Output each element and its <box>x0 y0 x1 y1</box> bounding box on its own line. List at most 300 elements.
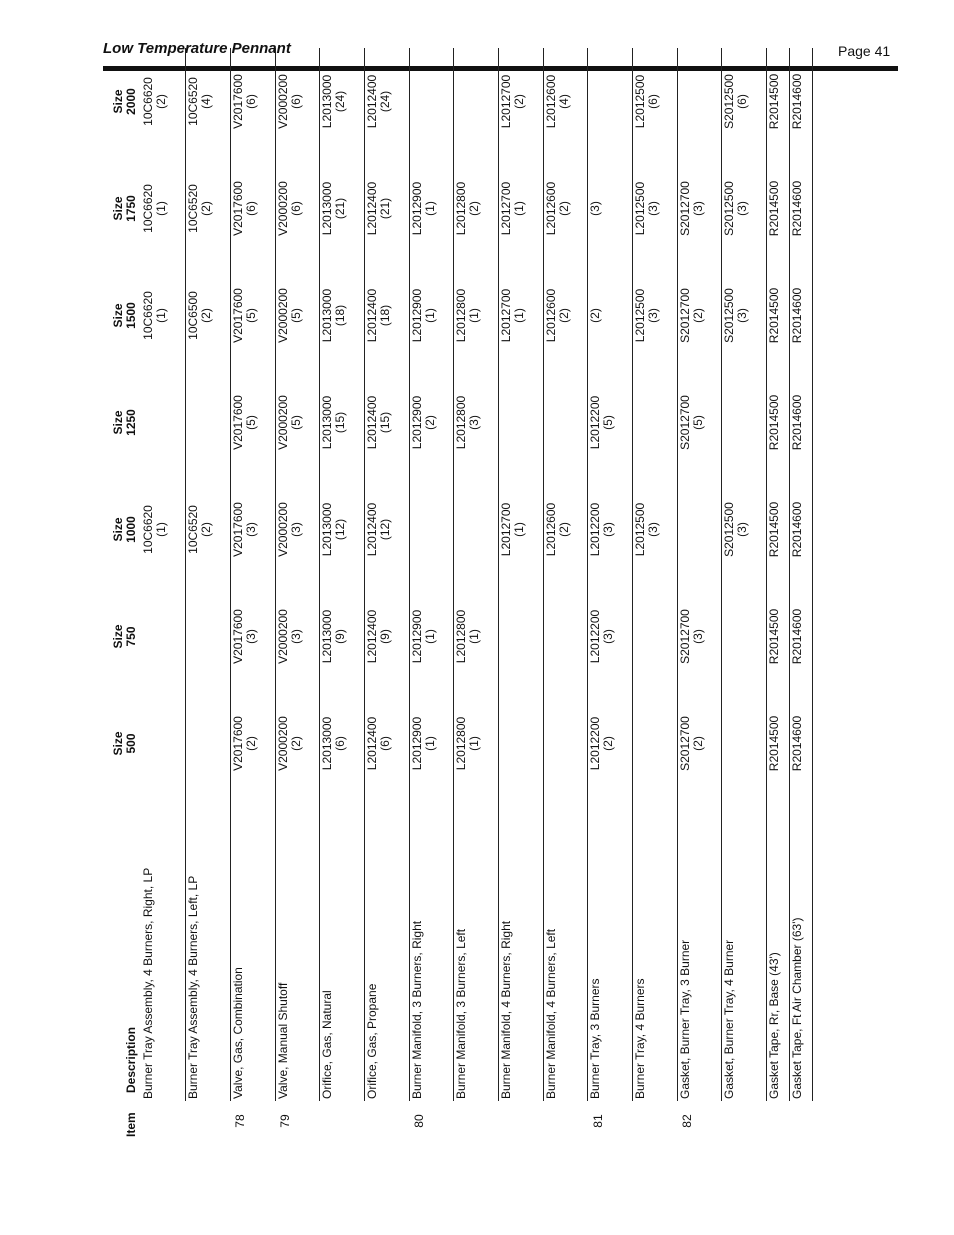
part-cell <box>186 690 231 797</box>
part-cell <box>230 48 275 155</box>
part-number: L2012900 <box>409 181 424 236</box>
part-number: L2012700 <box>499 502 513 557</box>
part-cell <box>588 583 633 690</box>
part-number: S2012500 <box>722 502 737 557</box>
part-number: 10C6620 <box>141 291 155 340</box>
part-cell <box>454 155 499 262</box>
part-number: V2017600 <box>230 181 245 236</box>
part-number: V2000200 <box>275 181 290 236</box>
part-quantity: (3) <box>467 415 482 430</box>
part-cell <box>275 369 320 476</box>
part-cell <box>722 155 767 262</box>
part-cell <box>230 690 275 797</box>
part-cell <box>677 690 722 797</box>
part-cell <box>633 476 678 583</box>
item-number <box>320 1101 365 1141</box>
part-cell <box>722 262 767 369</box>
part-cell <box>722 369 767 476</box>
size-value: 1750 <box>124 195 138 222</box>
part-number: L2012500 <box>633 181 648 236</box>
part-quantity: (21) <box>333 197 348 220</box>
part-number: V2000200 <box>275 502 290 557</box>
part-number: L2012400 <box>364 502 379 557</box>
part-cell <box>633 690 678 797</box>
part-cell <box>677 369 722 476</box>
part-cell <box>409 369 454 476</box>
col-header-size-2000 <box>100 48 141 155</box>
table-row <box>499 48 544 1141</box>
part-quantity: (9) <box>377 629 392 644</box>
part-cell <box>454 369 499 476</box>
col-header-size-1250 <box>100 369 141 476</box>
part-cell <box>499 262 544 369</box>
part-cell <box>275 476 320 583</box>
part-number: L2012400 <box>364 609 379 664</box>
part-quantity: (9) <box>333 629 348 644</box>
part-cell <box>320 155 365 262</box>
table-row <box>543 48 588 1141</box>
parts-table-rotated <box>100 73 805 1141</box>
part-cell <box>454 690 499 797</box>
part-number: S2012700 <box>677 395 692 450</box>
part-number: R2014600 <box>790 180 805 237</box>
part-number: S2012700 <box>677 181 692 236</box>
part-cell <box>767 48 790 155</box>
part-number: V2017600 <box>230 395 245 450</box>
part-number: L2012800 <box>454 609 469 664</box>
part-quantity: (5) <box>601 415 616 430</box>
part-number: R2014600 <box>790 73 805 130</box>
part-number: L2012400 <box>364 288 379 343</box>
part-number: S2012700 <box>677 609 692 664</box>
part-cell <box>364 690 409 797</box>
part-cell <box>499 48 544 155</box>
part-cell <box>141 48 186 155</box>
part-cell <box>141 155 186 262</box>
part-number: V2017600 <box>230 502 245 557</box>
part-number: V2000200 <box>275 288 290 343</box>
part-quantity: (3) <box>690 201 705 216</box>
part-number: R2014600 <box>790 394 805 451</box>
part-quantity: (1) <box>422 308 437 323</box>
part-cell <box>186 262 231 369</box>
part-cell <box>454 262 499 369</box>
part-number: L2013000 <box>320 181 335 236</box>
description-cell: Gasket, Burner Tray, 4 Burner <box>722 797 767 1101</box>
part-cell <box>790 48 813 155</box>
part-quantity: (18) <box>333 304 348 327</box>
part-cell <box>790 690 813 797</box>
part-cell <box>499 155 544 262</box>
part-cell <box>790 369 813 476</box>
item-number <box>364 1101 409 1141</box>
part-quantity: (3) <box>646 201 661 216</box>
part-quantity: (6) <box>243 94 258 109</box>
part-number: R2014500 <box>767 501 782 558</box>
part-cell <box>588 690 633 797</box>
table-row <box>677 48 722 1141</box>
size-value: 1000 <box>124 516 138 543</box>
part-number: 10C6620 <box>141 184 155 233</box>
part-number: 10C6500 <box>186 291 201 340</box>
part-cell <box>677 155 722 262</box>
part-cell <box>409 583 454 690</box>
part-quantity: (6) <box>288 201 303 216</box>
part-quantity: (4) <box>199 94 214 109</box>
part-cell <box>320 476 365 583</box>
part-cell <box>677 476 722 583</box>
part-cell <box>186 155 231 262</box>
col-header-size-750 <box>100 583 141 690</box>
part-cell <box>499 476 544 583</box>
size-value: 2000 <box>124 88 138 115</box>
part-cell <box>186 583 231 690</box>
part-cell <box>790 155 813 262</box>
table-row <box>230 48 275 1141</box>
part-cell <box>767 262 790 369</box>
part-quantity: (5) <box>288 308 303 323</box>
part-cell <box>364 583 409 690</box>
part-number: V2017600 <box>230 288 245 343</box>
part-number: V2017600 <box>230 716 245 771</box>
part-cell <box>499 369 544 476</box>
part-cell <box>588 476 633 583</box>
part-quantity: (3) <box>646 308 661 323</box>
part-quantity: (3) <box>646 522 661 537</box>
col-header-size-1000 <box>100 476 141 583</box>
part-cell <box>677 583 722 690</box>
part-number: L2012900 <box>409 395 424 450</box>
part-cell <box>409 155 454 262</box>
part-number: R2014600 <box>790 608 805 665</box>
part-quantity: (1) <box>154 522 168 537</box>
part-cell <box>454 476 499 583</box>
item-number <box>790 1101 813 1141</box>
part-quantity: (12) <box>333 518 348 541</box>
part-number: R2014500 <box>767 287 782 344</box>
part-cell <box>364 48 409 155</box>
part-cell <box>186 369 231 476</box>
part-quantity: (2) <box>556 308 571 323</box>
part-number: V2017600 <box>230 74 245 129</box>
part-number: S2012500 <box>722 74 737 129</box>
part-number: L2012600 <box>543 502 558 557</box>
part-cell <box>543 690 588 797</box>
size-value: 1500 <box>124 302 138 329</box>
part-quantity: (6) <box>646 94 661 109</box>
part-number: L2012500 <box>633 288 648 343</box>
part-quantity: (1) <box>422 629 437 644</box>
description-cell: Burner Manifold, 3 Burners, Right <box>409 797 454 1101</box>
part-cell <box>588 48 633 155</box>
part-quantity: (3) <box>288 522 303 537</box>
part-number: R2014600 <box>790 501 805 558</box>
part-quantity: (2) <box>556 522 571 537</box>
part-quantity: (1) <box>422 736 437 751</box>
part-quantity: (2) <box>199 522 214 537</box>
part-cell <box>275 155 320 262</box>
col-header-item: Item <box>124 1112 138 1137</box>
part-number: L2012400 <box>364 716 379 771</box>
part-number: L2012400 <box>364 181 379 236</box>
part-cell <box>364 262 409 369</box>
part-number: L2012500 <box>633 502 648 557</box>
item-number <box>186 1101 231 1141</box>
part-number: L2013000 <box>320 288 335 343</box>
part-cell <box>543 48 588 155</box>
part-cell <box>722 476 767 583</box>
part-number: L2012800 <box>454 288 469 343</box>
part-quantity: (24) <box>377 90 392 113</box>
part-cell <box>677 262 722 369</box>
part-number: L2012200 <box>588 609 603 664</box>
part-number: S2012700 <box>677 288 692 343</box>
page-number: Page 41 <box>838 43 891 59</box>
part-number: L2012400 <box>364 74 379 129</box>
part-number: L2012600 <box>543 288 558 343</box>
size-word: Size <box>111 731 125 756</box>
part-number: L2012700 <box>499 288 513 343</box>
item-number <box>633 1101 678 1141</box>
part-cell <box>722 48 767 155</box>
part-cell <box>141 690 186 797</box>
part-cell <box>230 476 275 583</box>
table-row <box>364 48 409 1141</box>
part-number: V2017600 <box>230 609 245 664</box>
part-cell <box>790 583 813 690</box>
part-number: L2012200 <box>588 502 603 557</box>
part-number: R2014500 <box>767 394 782 451</box>
part-number: L2012900 <box>409 609 424 664</box>
item-number <box>722 1101 767 1141</box>
part-number: L2012900 <box>409 716 424 771</box>
part-quantity: (6) <box>243 201 258 216</box>
part-cell <box>633 155 678 262</box>
part-quantity: (2) <box>288 736 303 751</box>
size-word: Size <box>111 196 125 221</box>
item-number <box>767 1101 790 1141</box>
part-quantity: (1) <box>467 736 482 751</box>
part-cell <box>230 155 275 262</box>
item-number: 78 <box>233 1114 248 1128</box>
part-number: L2012200 <box>588 716 603 771</box>
part-cell <box>320 690 365 797</box>
part-cell <box>141 583 186 690</box>
part-cell <box>633 262 678 369</box>
part-cell <box>790 476 813 583</box>
part-quantity: (12) <box>377 518 392 541</box>
description-cell: Burner Tray Assembly, 4 Burners, Left, LP <box>186 797 231 1101</box>
item-number: 80 <box>412 1114 427 1128</box>
part-cell <box>320 583 365 690</box>
part-quantity: (2) <box>467 201 482 216</box>
part-quantity: (3) <box>735 522 750 537</box>
part-number: 10C6520 <box>186 184 201 233</box>
size-value: 1250 <box>124 409 138 436</box>
part-number: L2012900 <box>409 288 424 343</box>
part-cell <box>790 262 813 369</box>
part-number: L2012700 <box>499 181 513 236</box>
part-number: 10C6620 <box>141 77 155 126</box>
part-cell <box>543 262 588 369</box>
part-cell <box>454 48 499 155</box>
part-number: L2013000 <box>320 716 335 771</box>
part-cell <box>588 155 633 262</box>
part-cell <box>499 690 544 797</box>
part-number: L2012500 <box>633 74 648 129</box>
col-header-size-1750 <box>100 155 141 262</box>
part-cell <box>767 369 790 476</box>
table-row <box>790 48 813 1141</box>
item-number: 81 <box>590 1114 605 1128</box>
part-cell <box>364 476 409 583</box>
part-number: L2012800 <box>454 181 469 236</box>
part-number: R2014500 <box>767 180 782 237</box>
description-cell: Burner Manifold, 3 Burners, Left <box>454 797 499 1101</box>
part-quantity: (15) <box>377 411 392 434</box>
part-cell <box>543 155 588 262</box>
size-value: 750 <box>124 626 138 647</box>
part-quantity: (5) <box>243 308 258 323</box>
part-quantity: (5) <box>243 415 258 430</box>
part-quantity: (2) <box>199 201 214 216</box>
description-cell: Burner Manifold, 4 Burners, Left <box>543 797 588 1101</box>
part-cell <box>409 262 454 369</box>
part-quantity: (3) <box>735 201 750 216</box>
part-quantity: (6) <box>735 94 750 109</box>
item-number <box>543 1101 588 1141</box>
part-number: 10C6620 <box>141 505 155 554</box>
part-number: S2012500 <box>722 181 737 236</box>
part-cell <box>230 262 275 369</box>
part-cell <box>320 262 365 369</box>
part-quantity: (5) <box>690 415 705 430</box>
col-header-size-500 <box>100 690 141 797</box>
description-cell: Gasket Tape, Rr, Base (43') <box>767 797 790 1101</box>
part-cell <box>186 476 231 583</box>
part-cell <box>588 369 633 476</box>
item-number <box>454 1101 499 1141</box>
part-number: 10C6520 <box>186 505 201 554</box>
part-quantity: (2) <box>154 94 168 109</box>
table-row <box>409 48 454 1141</box>
part-quantity: (6) <box>377 736 392 751</box>
part-quantity: (2) <box>422 415 437 430</box>
part-cell <box>141 476 186 583</box>
part-quantity: (3) <box>735 308 750 323</box>
part-cell <box>633 583 678 690</box>
part-quantity: (1) <box>512 522 526 537</box>
table-body <box>141 48 813 1141</box>
part-number: V2000200 <box>275 74 290 129</box>
description-cell: Burner Tray, 4 Burners <box>633 797 678 1101</box>
part-cell <box>275 583 320 690</box>
part-quantity: (3) <box>243 629 258 644</box>
part-quantity: (2) <box>690 736 705 751</box>
part-cell <box>767 690 790 797</box>
part-cell <box>409 690 454 797</box>
part-cell <box>141 262 186 369</box>
part-quantity: (2) <box>588 308 603 323</box>
table-header-row <box>100 48 141 1141</box>
part-quantity: (3) <box>243 522 258 537</box>
part-quantity: (2) <box>512 94 526 109</box>
part-quantity: (1) <box>512 308 526 323</box>
part-cell <box>409 476 454 583</box>
part-number: L2012600 <box>543 74 558 129</box>
part-number: L2012800 <box>454 716 469 771</box>
part-cell <box>186 48 231 155</box>
part-cell <box>588 262 633 369</box>
part-quantity: (6) <box>288 94 303 109</box>
part-quantity: (1) <box>467 308 482 323</box>
part-cell <box>275 48 320 155</box>
description-cell: Valve, Manual Shutoff <box>275 797 320 1101</box>
table-row <box>767 48 790 1141</box>
table-row <box>275 48 320 1141</box>
part-cell <box>320 369 365 476</box>
size-word: Size <box>111 624 125 649</box>
description-cell: Burner Manifold, 4 Burners, Right <box>499 797 544 1101</box>
part-number: V2000200 <box>275 716 290 771</box>
part-number: L2012800 <box>454 395 469 450</box>
part-quantity: (24) <box>333 90 348 113</box>
parts-table <box>100 48 813 1141</box>
item-number: 82 <box>680 1114 695 1128</box>
part-quantity: (2) <box>199 308 214 323</box>
part-number: R2014500 <box>767 73 782 130</box>
item-number <box>499 1101 544 1141</box>
item-number <box>141 1101 186 1141</box>
part-number: R2014600 <box>790 715 805 772</box>
part-cell <box>633 369 678 476</box>
part-quantity: (4) <box>556 94 571 109</box>
part-number: 10C6520 <box>186 77 201 126</box>
size-word: Size <box>111 410 125 435</box>
part-number: V2000200 <box>275 609 290 664</box>
part-quantity: (2) <box>556 201 571 216</box>
part-cell <box>767 155 790 262</box>
item-number: 79 <box>278 1114 293 1128</box>
part-cell <box>543 476 588 583</box>
part-cell <box>275 262 320 369</box>
part-cell <box>409 48 454 155</box>
part-quantity: (3) <box>601 629 616 644</box>
part-quantity: (3) <box>690 629 705 644</box>
part-number: S2012500 <box>722 288 737 343</box>
part-cell <box>364 369 409 476</box>
part-quantity: (1) <box>512 201 526 216</box>
size-value: 500 <box>124 733 138 754</box>
size-word: Size <box>111 303 125 328</box>
part-cell <box>275 690 320 797</box>
description-cell: Valve, Gas, Combination <box>230 797 275 1101</box>
part-quantity: (18) <box>377 304 392 327</box>
part-cell <box>454 583 499 690</box>
part-number: L2013000 <box>320 609 335 664</box>
part-quantity: (3) <box>588 201 603 216</box>
part-quantity: (1) <box>154 201 168 216</box>
table-row <box>186 48 231 1141</box>
part-cell <box>230 583 275 690</box>
part-cell <box>722 690 767 797</box>
description-cell: Gasket Tape, Ft Air Chamber (63') <box>790 797 813 1101</box>
part-number: L2012600 <box>543 181 558 236</box>
part-cell <box>722 583 767 690</box>
part-quantity: (1) <box>467 629 482 644</box>
part-number: S2012700 <box>677 716 692 771</box>
col-header-description: Description <box>124 1026 138 1093</box>
